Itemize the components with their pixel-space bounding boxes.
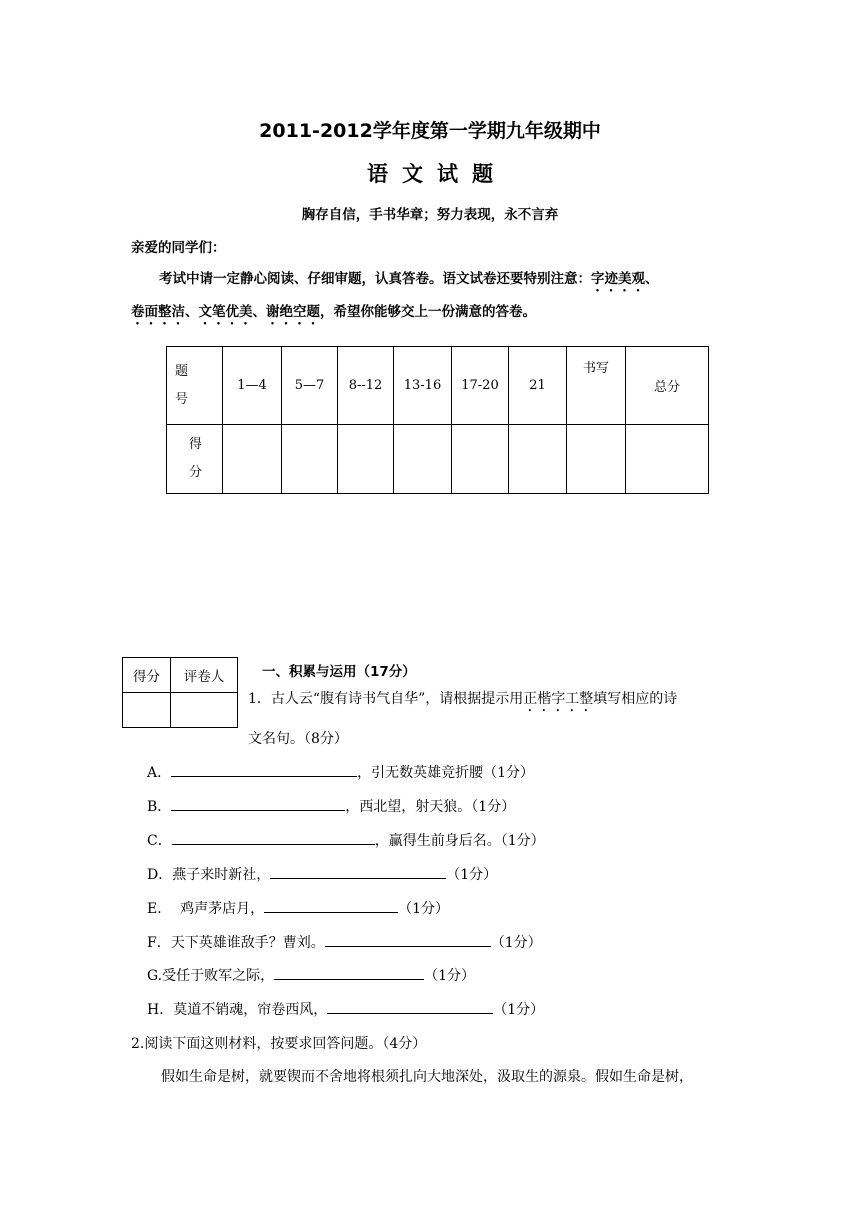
question-1-line-2: 文名句。（8分）: [248, 731, 348, 747]
answer-blank[interactable]: [327, 999, 493, 1014]
score-header-label: 题 号: [167, 347, 223, 425]
score-col-6: 21: [509, 347, 567, 425]
answer-blank[interactable]: [270, 864, 446, 879]
question-1-line-1: 1．古人云“腹有诗书气自华”，请根据提示用正楷字工整填写相应的诗: [248, 691, 678, 707]
answer-blank[interactable]: [325, 932, 491, 947]
question-2-title: 2.阅读下面这则材料，按要求回答问题。（4分）: [131, 1036, 427, 1052]
score-col-7: 书写: [567, 347, 626, 425]
answer-blank[interactable]: [171, 796, 345, 811]
fill-item-d: D．燕子来时新社， （1分）: [147, 864, 497, 884]
fill-item-b: B． ，西北望，射天狼。（1分）: [147, 796, 515, 816]
greeting: 亲爱的同学们：: [131, 240, 226, 256]
answer-blank[interactable]: [172, 830, 375, 845]
score-table-header-row: [167, 347, 709, 425]
answer-blank[interactable]: [171, 762, 357, 777]
exam-title: 2011-2012学年度第一学期九年级期中: [259, 120, 601, 142]
fill-item-a: A． ，引无数英雄竞折腰（1分）: [147, 762, 534, 782]
fill-item-h: H．莫道不销魂，帘卷西风， （1分）: [147, 999, 544, 1019]
score-cell[interactable]: [282, 425, 338, 494]
score-table: [166, 346, 709, 494]
grader-score-cell[interactable]: [123, 693, 171, 728]
score-col-8: 总分: [626, 347, 709, 425]
score-table-score-row: [167, 425, 709, 494]
answer-blank[interactable]: [274, 965, 424, 980]
score-cell[interactable]: [223, 425, 282, 494]
intro-text-1: 考试中请一定静心阅读、仔细审题，认真答卷。语文试卷还要特别注意：: [159, 271, 591, 287]
score-cell[interactable]: [394, 425, 452, 494]
score-cell[interactable]: [626, 425, 709, 494]
intro-paragraph: [131, 263, 731, 329]
exam-motto: 胸存自信，手书华章；努力表现，永不言弃: [301, 207, 559, 223]
fill-item-g: G.受任于败军之际， （1分）: [147, 965, 475, 985]
fill-item-c: C． ，赢得生前身后名。（1分）: [147, 830, 545, 850]
fill-item-e: E． 鸡声茅店月， （1分）: [147, 898, 449, 918]
score-cell[interactable]: [338, 425, 394, 494]
grader-score-label: 得分: [123, 658, 171, 693]
intro-emphasis-1: 字迹美观、: [591, 271, 659, 287]
emphasis-text: 正楷字工整: [523, 691, 594, 707]
exam-subject: 语文试题: [367, 162, 507, 186]
score-col-3: 8--12: [338, 347, 394, 425]
score-row-label: 得 分: [167, 425, 223, 494]
section-title: 一、积累与运用（17分）: [262, 664, 416, 680]
score-col-4: 13-16: [394, 347, 452, 425]
score-cell[interactable]: [567, 425, 626, 494]
answer-blank[interactable]: [264, 898, 398, 913]
intro-text-2: ，希望你能够交上一份满意的答卷。: [320, 304, 536, 320]
score-col-5: 17-20: [452, 347, 509, 425]
score-cell[interactable]: [509, 425, 567, 494]
grader-name-cell[interactable]: [171, 693, 238, 728]
question-2-text: 假如生命是树，就要锲而不舍地将根须扎向大地深处，汲取生的源泉。假如生命是树，: [161, 1069, 693, 1085]
score-col-1: 1—4: [223, 347, 282, 425]
score-cell[interactable]: [452, 425, 509, 494]
intro-emphasis-2: 卷面整洁、文笔优美、谢绝空题: [131, 304, 320, 320]
fill-item-f: F．天下英雄谁敌手？曹刘。 （1分）: [147, 932, 542, 952]
score-col-2: 5—7: [282, 347, 338, 425]
grader-name-label: 评卷人: [171, 658, 238, 693]
grader-table: [122, 657, 238, 728]
